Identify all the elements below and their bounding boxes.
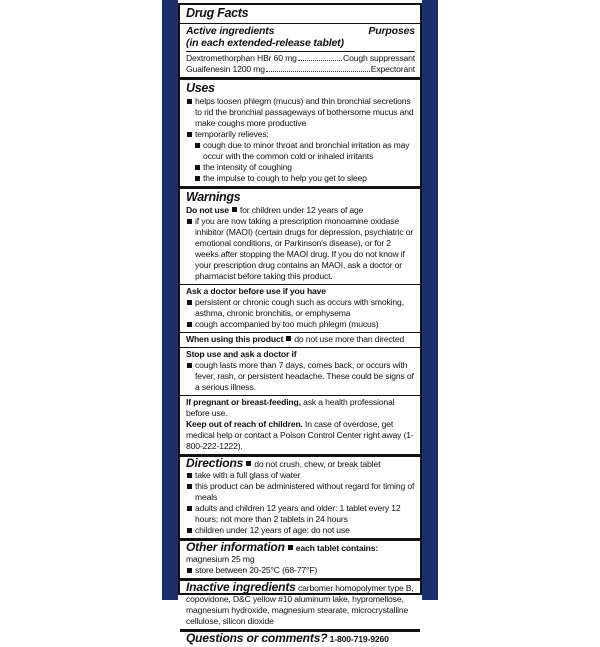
ask-doctor-item: persistent or chronic cough such as occurs with smoking, asthma, chronic bronchitis, or emphysema [186,297,415,319]
do-not-use-label: Do not use [186,205,229,215]
pregnant-text: ask a health professional before use. [186,397,395,418]
uses-subitem: cough due to minor throat and bronchial irritation as may occur with the common cold or inhaled irritants [194,140,415,162]
directions-heading: Directions [186,456,244,470]
drug-facts-title: Drug Facts [186,6,249,20]
pregnancy-keep-out-section [180,396,420,457]
stop-use-label: Stop use and ask a doctor if [186,349,297,359]
uses-section [180,80,420,189]
keep-out-text: In case of overdose, get medical help or contact a Poison Control Center right away (1-800-222-1222). [186,419,414,451]
pregnant-label: If pregnant or breast-feeding, [186,397,301,407]
warnings-section [180,189,420,285]
package-band-right [422,0,438,600]
active-ingredients-heading: Active ingredients [186,25,275,37]
directions-item: children under 12 years of age: do not use [186,525,415,536]
ask-doctor-item: cough accompanied by too much phlegm (mucus) [186,319,415,330]
other-information-section [180,541,420,581]
ask-doctor-label: Ask a doctor before use if you have [186,286,326,296]
ingredient-row [186,64,415,75]
ask-doctor-section [180,285,420,333]
other-information-heading: Other information [186,540,285,554]
uses-subitem: the impulse to cough to help you get to sleep [194,173,415,184]
inactive-ingredients-heading: Inactive ingredients [186,580,296,594]
drug-facts-panel [178,3,422,645]
active-ingredients-section [180,24,420,80]
active-ingredients-subheading: (in each extended-release tablet) [186,37,344,49]
package-band-left [162,0,178,600]
inactive-ingredients-section [180,581,420,632]
warnings-heading: Warnings [186,190,241,204]
questions-heading: Questions or comments? [186,631,328,645]
directions-item: this product can be administered without regard for timing of meals [186,481,415,503]
ingredient-purpose: Expectorant [370,64,415,74]
directions-item: take with a full glass of water [186,470,415,481]
uses-item: helps loosen phlegm (mucus) and thin bronchial secretions to rid the bronchial passageways of bothersome mucus and make coughs more productive [186,96,415,129]
inactive-ingredients-text: carbomer homopolymer type B, copovidone, D&C yellow #10 aluminum lake, hypromellose, magnesium hydroxide, magnesium stearate, microcrystalline cellulose, silicon dioxide [186,583,414,626]
tablet-contains-label: each tablet contains: [295,543,379,553]
uses-heading: Uses [186,81,215,95]
storage-item: store between 20-25°C (68-77°F) [186,565,415,576]
when-using-text: do not use more than directed [294,334,405,344]
tablet-contains-value: magnesium 25 mg [186,554,255,564]
questions-phone: 1-800-719-9260 [329,634,389,644]
questions-section [180,632,420,647]
keep-out-label: Keep out of reach of children. [186,419,303,429]
ingredient-name: Guaifenesin 1200 mg [186,64,265,74]
ingredient-row [186,53,415,64]
directions-item: adults and children 12 years and older: 1 tablet every 12 hours; not more than 2 tablets in 24 hours [186,503,415,525]
uses-subitem: the intensity of coughing [194,162,415,173]
purposes-heading: Purposes [368,25,415,37]
maoi-warning: if you are now taking a prescription monoamine oxidase inhibitor (MAOI) (certain drugs for depression, psychiatric or emotional conditions, or Parkinson's disease), or for 2 weeks after stopping the MAOI drug. If you do not know if your prescription drug contains an MAOI, ask a doctor or pharmacist before taking this product. [186,216,415,282]
do-not-use-text: for children under 12 years of age [239,205,364,215]
directions-section [180,457,420,541]
directions-inline: do not crush, chew, or break tablet [254,459,381,469]
title-section [180,5,420,24]
ingredient-name: Dextromethorphan HBr 60 mg [186,53,297,63]
ingredient-purpose: Cough suppressant [343,53,415,63]
stop-use-section [180,348,420,396]
when-using-section [180,333,420,348]
when-using-label: When using this product [186,334,284,344]
stop-use-item: cough lasts more than 7 days, comes back, or occurs with fever, rash, or persistent headache. These could be signs of a serious illness. [186,360,415,393]
uses-item: temporarily relieves: [186,129,415,140]
